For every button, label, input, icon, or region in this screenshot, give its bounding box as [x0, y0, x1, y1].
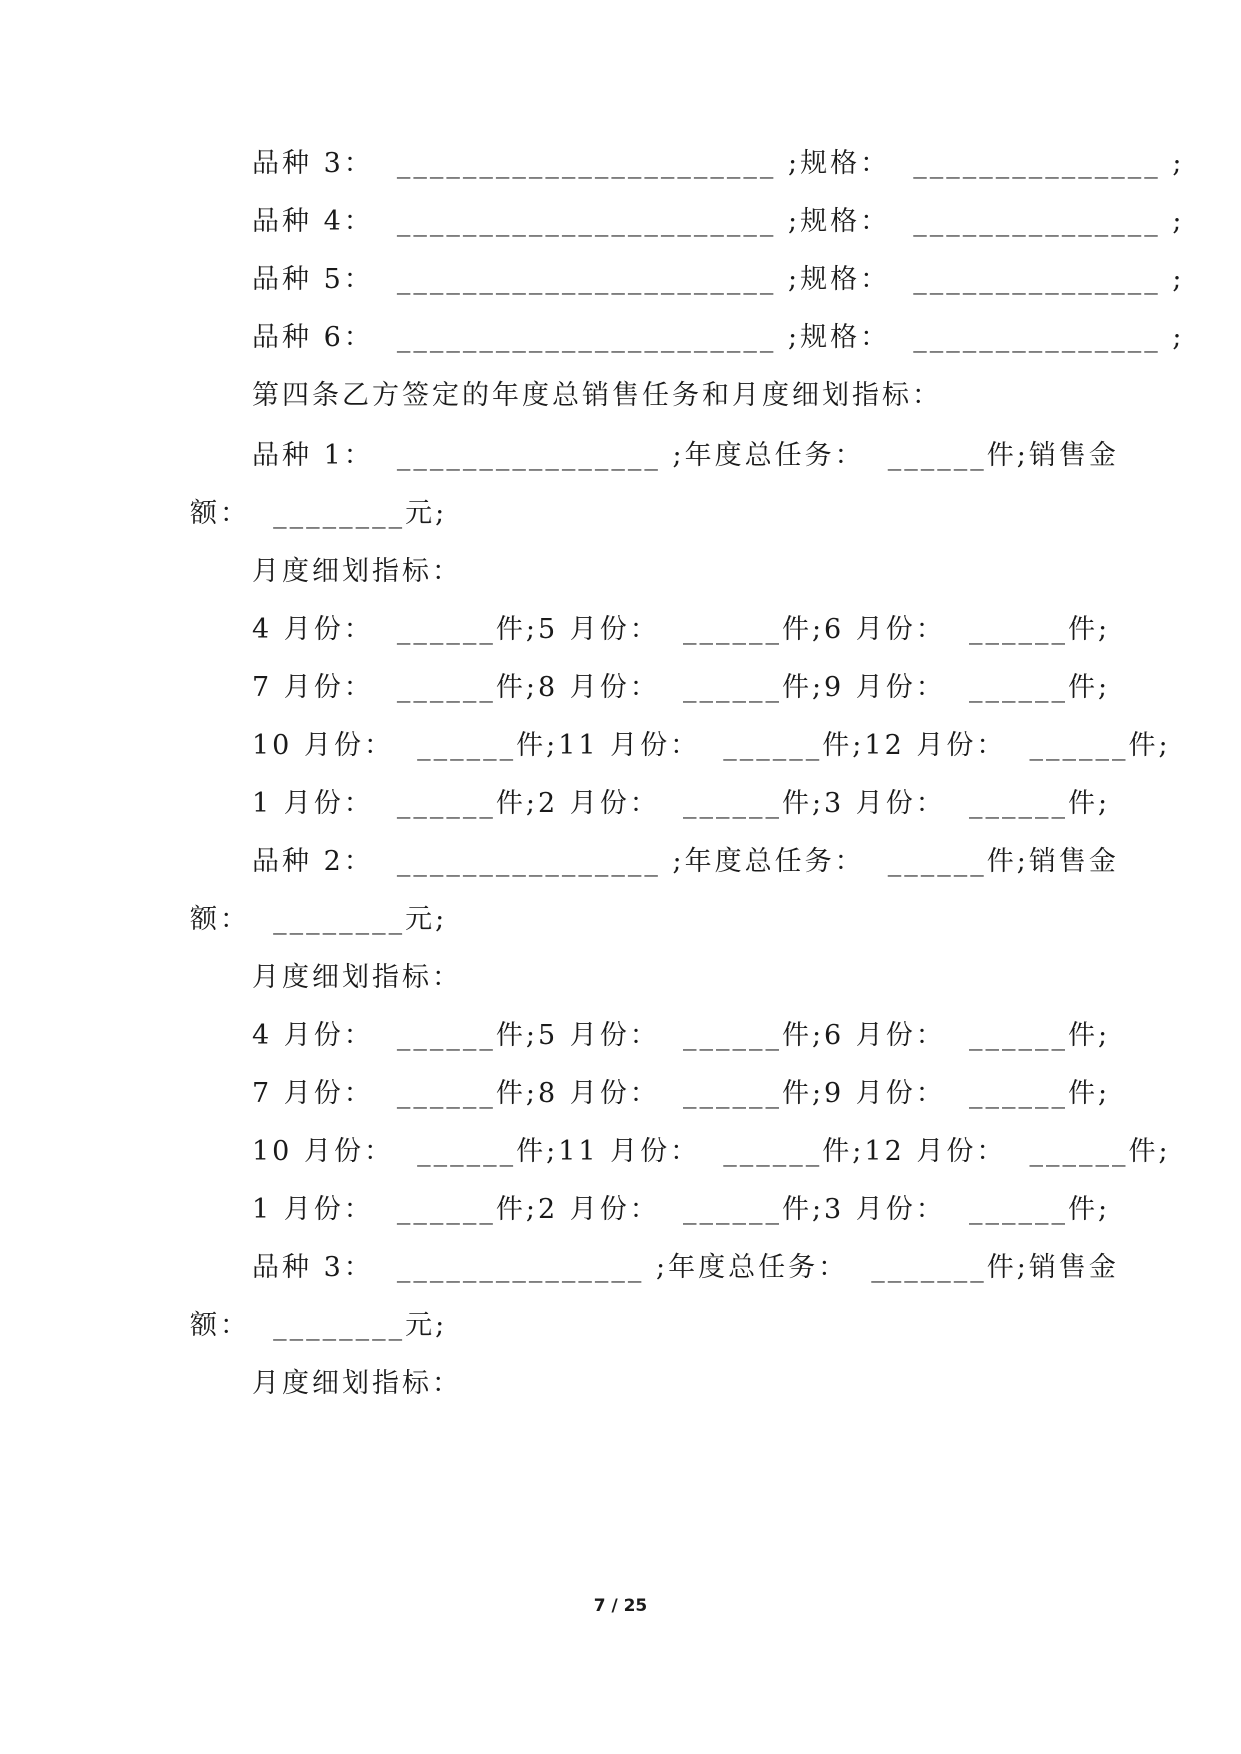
variety-1-months-jul-sep: 7 月份： ______件;8 月份： ______件;9 月份： ______件;: [252, 672, 1111, 703]
variety-2-task-line: 品种 2： ________________ ;年度总任务： ______件;销售金: [252, 846, 1119, 877]
article-four-heading: 第四条乙方签定的年度总销售任务和月度细划指标：: [252, 380, 942, 411]
variety-2-months-apr-jun: 4 月份： ______件;5 月份： ______件;6 月份： ______件;: [252, 1020, 1111, 1051]
variety-3-spec-line: 品种 3： _______________________ ;规格： _______________ ;: [252, 148, 1185, 179]
variety-2-months-jul-sep: 7 月份： ______件;8 月份： ______件;9 月份： ______件;: [252, 1078, 1111, 1109]
variety-1-task-line: 品种 1： ________________ ;年度总任务： ______件;销售金: [252, 440, 1119, 471]
variety-2-amount-line: 额： ________元;: [190, 904, 448, 935]
variety-2-months-oct-dec: 10 月份： ______件;11 月份： ______件;12 月份： ______件;: [252, 1136, 1171, 1167]
variety-2-monthly-heading: 月度细划指标：: [252, 962, 462, 993]
variety-1-monthly-heading: 月度细划指标：: [252, 556, 462, 587]
variety-4-spec-line: 品种 4： _______________________ ;规格： _______________ ;: [252, 206, 1185, 237]
variety-1-months-oct-dec: 10 月份： ______件;11 月份： ______件;12 月份： ______件;: [252, 730, 1171, 761]
variety-3-monthly-heading: 月度细划指标：: [252, 1368, 462, 1399]
variety-6-spec-line: 品种 6： _______________________ ;规格： _______________ ;: [252, 322, 1185, 353]
variety-1-months-apr-jun: 4 月份： ______件;5 月份： ______件;6 月份： ______件;: [252, 614, 1111, 645]
variety-3-task-line: 品种 3： _______________ ;年度总任务： _______件;销售金: [252, 1252, 1119, 1283]
variety-3-amount-line: 额： ________元;: [190, 1310, 448, 1341]
page-number: 7 / 25: [593, 1596, 648, 1616]
variety-1-amount-line: 额： ________元;: [190, 498, 448, 529]
variety-5-spec-line: 品种 5： _______________________ ;规格： _______________ ;: [252, 264, 1185, 295]
variety-2-months-jan-mar: 1 月份： ______件;2 月份： ______件;3 月份： ______件;: [252, 1194, 1111, 1225]
variety-1-months-jan-mar: 1 月份： ______件;2 月份： ______件;3 月份： ______件;: [252, 788, 1111, 819]
